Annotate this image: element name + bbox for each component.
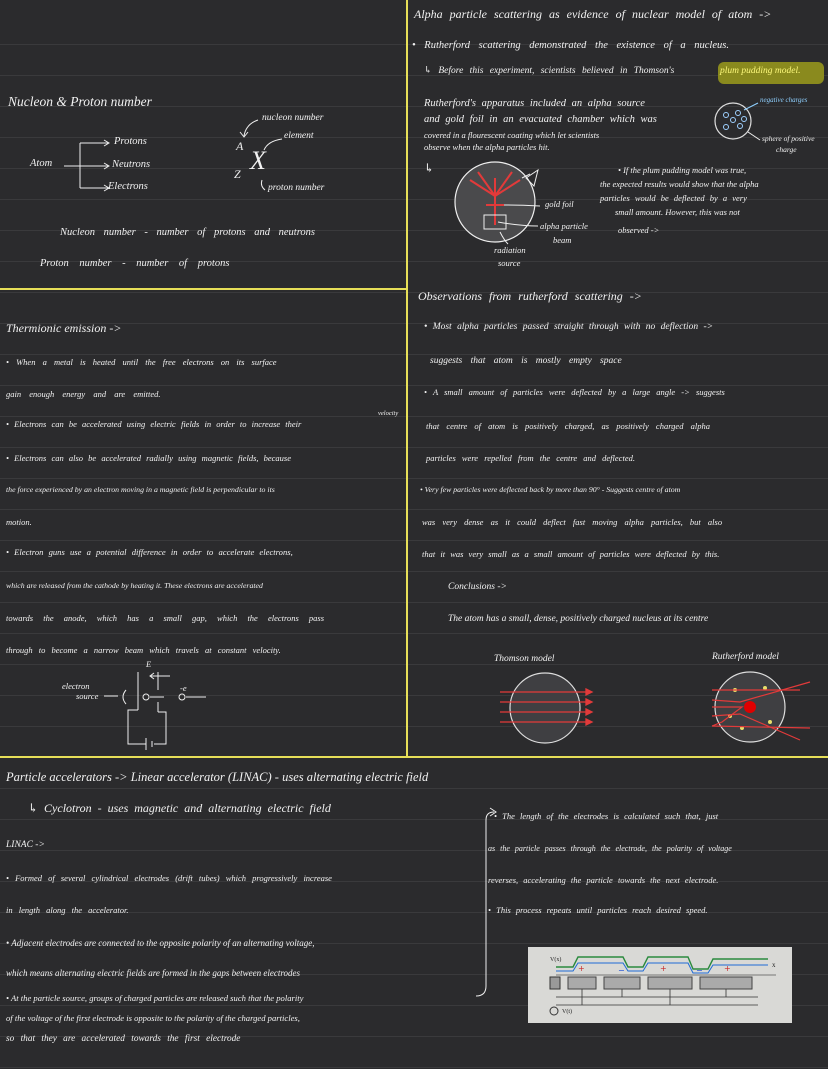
thermionic-line-2: gain enough energy and are emitted. bbox=[6, 389, 161, 399]
highlight-text: plum pudding model. bbox=[720, 66, 801, 76]
thermionic-velocity-note: velocity bbox=[378, 410, 399, 417]
linac-line-7: so that they are accelerated towards the first electrode bbox=[6, 1034, 241, 1044]
sphere-label-2: charge bbox=[776, 145, 797, 154]
electron-source-label-2: source bbox=[76, 691, 99, 701]
rutherford-title: Alpha particle scattering as evidence of nuclear model of atom -> bbox=[414, 7, 772, 21]
linac-right-4: • This process repeats until particles reach desired speed. bbox=[488, 905, 708, 915]
thermionic-line-3: • Electrons can be accelerated using electric fields in order to increase their bbox=[6, 419, 302, 429]
symbol-z: Z bbox=[234, 167, 241, 181]
rutherford-model-label: Rutherford model bbox=[712, 652, 779, 662]
alpha-beam-label-1: alpha particle bbox=[540, 221, 588, 231]
linac-line-4: which means alternating electric fields are formed in the gaps between electrodes bbox=[6, 968, 301, 978]
thermionic-line-1: • When a metal is heated until the free electrons on its surface bbox=[6, 357, 277, 367]
apparatus-line-2: and gold foil in an evacuated chamber which was bbox=[424, 114, 657, 125]
linac-right-2: as the particle passes through the electrode, the polarity of voltage bbox=[488, 844, 732, 853]
thermionic-line-8: which are released from the cathode by heating it. These electrons are accelerated bbox=[6, 581, 263, 590]
pudding-line-2: the expected results would show that the alpha bbox=[600, 179, 759, 189]
element-label: element bbox=[284, 131, 314, 141]
apparatus-line-4: observe when the alpha particles hit. bbox=[424, 142, 550, 152]
proton-number-def: Proton number - number of protons bbox=[40, 258, 230, 269]
linac-diagram bbox=[528, 947, 792, 1023]
apparatus-line-1: Rutherford's apparatus included an alpha source bbox=[424, 98, 645, 109]
linac-line-3: • Adjacent electrodes are connected to the opposite polarity of an alternating voltage, bbox=[6, 938, 315, 948]
radiation-source-label-1: radiation bbox=[494, 245, 526, 255]
svg-text:−: − bbox=[696, 966, 703, 975]
svg-text:+: + bbox=[660, 964, 667, 973]
observations-title: Observations from rutherford scattering -> bbox=[418, 289, 642, 303]
thomson-model-label: Thomson model bbox=[494, 654, 555, 664]
observation-5: particles were repelled from the centre and deflected. bbox=[426, 453, 635, 463]
pudding-line-4: small amount. However, this was not bbox=[615, 207, 740, 217]
observation-2: suggests that atom is mostly empty space bbox=[430, 356, 622, 366]
linac-vt-label: V(t) bbox=[562, 1009, 572, 1015]
neutrons-label: Neutrons bbox=[112, 159, 151, 170]
alpha-beam-label-2: beam bbox=[553, 235, 572, 245]
pudding-line-3: particles would be deflected by a very bbox=[600, 193, 747, 203]
svg-text:−: − bbox=[618, 966, 625, 975]
electrons-label: Electrons bbox=[108, 181, 148, 192]
thermionic-line-4: • Electrons can also be accelerated radially using magnetic fields, because bbox=[6, 453, 292, 463]
observation-7: was very dense as it could deflect fast moving alpha particles, but also bbox=[422, 517, 723, 527]
symbol-a: A bbox=[236, 139, 244, 153]
nucleon-number-label: nucleon number bbox=[262, 113, 324, 123]
apparatus-line-3: covered in a flourescent coating which let scientists bbox=[424, 130, 600, 140]
thermionic-line-5: the force experienced by an electron moving in a magnetic field is perpendicular to its bbox=[6, 485, 275, 494]
thermionic-title: Thermionic emission -> bbox=[6, 321, 122, 335]
rutherford-line-2: ↳ Before this experiment, scientists believed in Thomson's bbox=[424, 66, 675, 76]
rutherford-line-1: • Rutherford scattering demonstrated the existence of a nucleus. bbox=[412, 40, 729, 51]
proton-number-label: proton number bbox=[268, 183, 325, 193]
svg-text:+: + bbox=[578, 964, 585, 973]
svg-text:+: + bbox=[724, 964, 731, 973]
sphere-label-1: sphere of positive bbox=[762, 134, 815, 143]
protons-label: Protons bbox=[114, 136, 147, 147]
pudding-line-1: • If the plum pudding model was true, bbox=[618, 165, 747, 175]
conclusion-1: The atom has a small, dense, positively charged nucleus at its centre bbox=[448, 614, 709, 624]
linac-x-label: x bbox=[772, 961, 776, 969]
linac-line-1: • Formed of several cylindrical electrodes (drift tubes) which progressively increase bbox=[6, 873, 332, 883]
thermionic-line-9: towards the anode, which has a small gap, which the electrons pass bbox=[6, 613, 325, 623]
symbol-x: X bbox=[250, 146, 266, 175]
atom-label: Atom bbox=[30, 158, 53, 169]
negative-charges-label: negative charges bbox=[760, 96, 808, 104]
pudding-line-5: observed -> bbox=[618, 225, 660, 235]
arrow-down-right: ↳ bbox=[424, 161, 435, 175]
linac-right-3: reverses, accelerating the particle towards the next electrode. bbox=[488, 875, 719, 885]
observation-6: • Very few particles were deflected back by more than 90° - Suggests centre of atom bbox=[420, 485, 681, 494]
observation-3: • A small amount of particles were deflected by a large angle -> suggests bbox=[424, 387, 725, 397]
linac-line-2: in length along the accelerator. bbox=[6, 905, 129, 915]
thermionic-line-7: • Electron guns use a potential difference in order to accelerate electrons, bbox=[6, 547, 293, 557]
nucleon-number-def: Nucleon number - number of protons and neutrons bbox=[60, 227, 315, 238]
linac-vx-label: V(x) bbox=[550, 957, 562, 963]
gold-foil-label: gold foil bbox=[545, 199, 574, 209]
nucleon-title: Nucleon & Proton number bbox=[8, 94, 152, 109]
electron-source-label-1: electron bbox=[62, 681, 90, 691]
observation-4: that centre of atom is positively charged, as positively charged alpha bbox=[426, 421, 710, 431]
observation-1: • Most alpha particles passed straight through with no deflection -> bbox=[424, 322, 714, 332]
thermionic-line-6: motion. bbox=[6, 517, 32, 527]
conclusions-label: Conclusions -> bbox=[448, 582, 507, 592]
thermionic-line-10: through to become a narrow beam which travels at constant velocity. bbox=[6, 645, 281, 655]
linac-line-6: of the voltage of the first electrode is opposite to the polarity of the charged particles, bbox=[6, 1013, 300, 1023]
cyclotron-line: ↳ Cyclotron - uses magnetic and alternating electric field bbox=[28, 801, 331, 815]
radiation-source-label-2: source bbox=[498, 258, 521, 268]
minus-e-label: -e bbox=[180, 683, 187, 693]
linac-right-1: • The length of the electrodes is calculated such that, just bbox=[494, 811, 719, 821]
linac-line-5: • At the particle source, groups of charged particles are released such that the polarity bbox=[6, 993, 304, 1003]
linac-label: LINAC -> bbox=[6, 840, 45, 850]
field-e-label: E bbox=[146, 659, 152, 669]
observation-8: that it was very small as a small amount of particles were deflected by this. bbox=[422, 549, 720, 559]
accelerators-title: Particle accelerators -> Linear accelerator (LINAC) - uses alternating electric field bbox=[6, 770, 429, 784]
